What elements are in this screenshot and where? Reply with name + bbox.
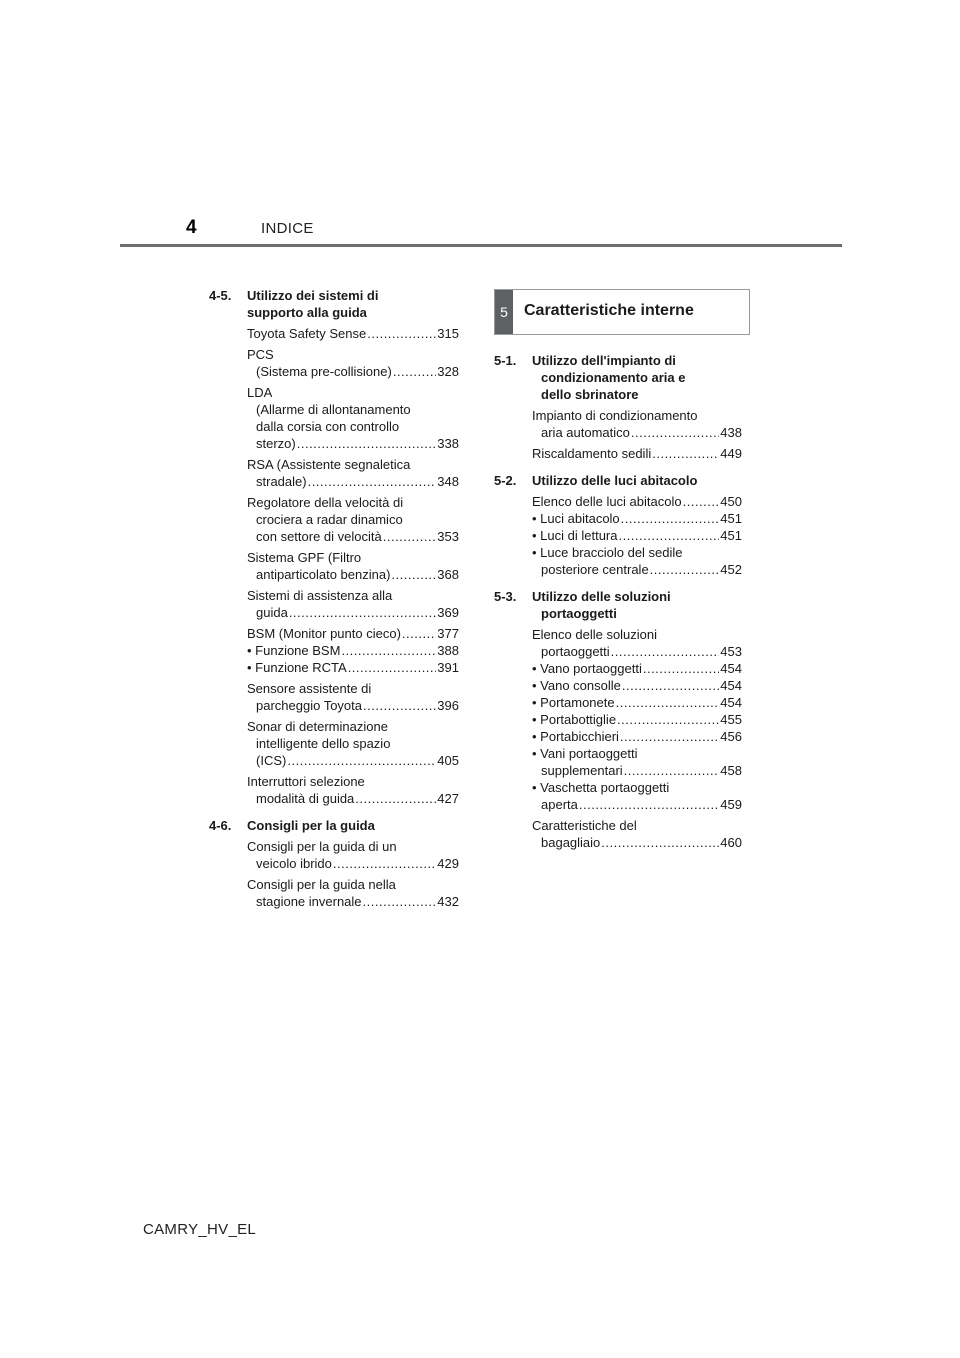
page-ref: 432 bbox=[437, 894, 459, 909]
chapter-title: Caratteristiche interne bbox=[524, 302, 694, 319]
toc-entry[interactable]: Impianto di condizionamento aria automatico ..... 438 bbox=[532, 407, 742, 441]
toc-entry[interactable]: Sonar di determinazione intelligente dello spazio (ICS) ..... 405 bbox=[247, 718, 459, 769]
page-title: INDICE bbox=[261, 220, 314, 237]
toc-subentry[interactable]: • Funzione BSM ..... 388 bbox=[247, 642, 459, 659]
toc-entry[interactable]: Consigli per la guida nella stagione invernale ..... 432 bbox=[247, 876, 459, 910]
toc-entry[interactable]: Riscaldamento sedili ..... 449 bbox=[532, 445, 742, 462]
toc-section-4-5[interactable] bbox=[209, 287, 459, 321]
toc-subentry[interactable]: • Portabottiglie ..... 455 bbox=[532, 711, 742, 728]
toc-entry[interactable]: Elenco delle luci abitacolo ..... 450 bbox=[532, 493, 742, 510]
page-ref: 338 bbox=[437, 436, 459, 451]
page-ref: 438 bbox=[720, 425, 742, 440]
toc-entry[interactable]: LDA (Allarme di allontanamento dalla corsia con controllo sterzo) ..... 338 bbox=[247, 384, 459, 452]
toc-entry[interactable]: Sensore assistente di parcheggio Toyota ..... 396 bbox=[247, 680, 459, 714]
page-number: 4 bbox=[186, 217, 197, 238]
section-title: Consigli per la guida bbox=[247, 818, 375, 833]
toc-entry[interactable]: RSA (Assistente segnaletica stradale) ..... 348 bbox=[247, 456, 459, 490]
page-ref: 454 bbox=[720, 695, 742, 710]
page-ref: 369 bbox=[437, 605, 459, 620]
page-ref: 459 bbox=[720, 797, 742, 812]
page-ref: 328 bbox=[437, 364, 459, 379]
page-ref: 429 bbox=[437, 856, 459, 871]
page-ref: 315 bbox=[437, 326, 459, 341]
toc-entry[interactable]: Elenco delle soluzioni portaoggetti ..... 453 bbox=[532, 626, 742, 660]
toc-subentry[interactable]: • Funzione RCTA ..... 391 bbox=[247, 659, 459, 676]
section-number: 5-3. bbox=[494, 589, 517, 604]
toc-subentry[interactable]: • Portamonete ..... 454 bbox=[532, 694, 742, 711]
section-title: Utilizzo delle luci abitacolo bbox=[532, 473, 698, 488]
page-ref: 454 bbox=[720, 661, 742, 676]
toc-section-5-3[interactable] bbox=[494, 588, 742, 622]
chapter-number-tab: 5 bbox=[495, 290, 513, 334]
page-ref: 452 bbox=[720, 562, 742, 577]
toc-entry[interactable]: Interruttori selezione modalità di guida ..... 427 bbox=[247, 773, 459, 807]
toc-entry[interactable]: BSM (Monitor punto cieco) ..... 377 bbox=[247, 625, 459, 642]
page-ref: 458 bbox=[720, 763, 742, 778]
section-number: 5-2. bbox=[494, 473, 517, 488]
section-title: Utilizzo dei sistemi di supporto alla guida bbox=[247, 288, 379, 320]
page-ref: 348 bbox=[437, 474, 459, 489]
section-title: Utilizzo dell'impianto di condizionamento aria e dello sbrinatore bbox=[532, 353, 686, 402]
page-ref: 460 bbox=[720, 835, 742, 850]
page-ref: 396 bbox=[437, 698, 459, 713]
section-number: 4-5. bbox=[209, 288, 232, 303]
page-ref: 368 bbox=[437, 567, 459, 582]
toc-entry[interactable]: Toyota Safety Sense ..... 315 bbox=[247, 325, 459, 342]
page-ref: 427 bbox=[437, 791, 459, 806]
toc-subentry[interactable]: • Vano portaoggetti ..... 454 bbox=[532, 660, 742, 677]
page-ref: 453 bbox=[720, 644, 742, 659]
page-ref: 388 bbox=[437, 643, 459, 658]
page-ref: 454 bbox=[720, 678, 742, 693]
page-ref: 377 bbox=[437, 626, 459, 641]
toc-entry[interactable]: Regolatore della velocità di crociera a radar dinamico con settore di velocità ..... 353 bbox=[247, 494, 459, 545]
toc-subentry[interactable]: • Vani portaoggetti supplementari ..... 458 bbox=[532, 745, 742, 779]
page-ref: 353 bbox=[437, 529, 459, 544]
document-code: CAMRY_HV_EL bbox=[143, 1221, 257, 1238]
toc-entry[interactable]: PCS (Sistema pre-collisione) ..... 328 bbox=[247, 346, 459, 380]
page-ref: 449 bbox=[720, 446, 742, 461]
page-ref: 455 bbox=[720, 712, 742, 727]
toc-subentry[interactable]: • Vano consolle ..... 454 bbox=[532, 677, 742, 694]
toc-subentry[interactable]: • Luci di lettura ..... 451 bbox=[532, 527, 742, 544]
section-number: 4-6. bbox=[209, 818, 232, 833]
toc-section-4-6[interactable] bbox=[209, 817, 459, 834]
toc-section-5-1[interactable] bbox=[494, 352, 742, 403]
page-ref: 451 bbox=[720, 528, 742, 543]
toc-section-5-2[interactable] bbox=[494, 472, 742, 489]
page-ref: 405 bbox=[437, 753, 459, 768]
page-ref: 456 bbox=[720, 729, 742, 744]
toc-subentry[interactable]: • Luci abitacolo ..... 451 bbox=[532, 510, 742, 527]
page-ref: 391 bbox=[437, 660, 459, 675]
toc-entry[interactable]: Caratteristiche del bagagliaio ..... 460 bbox=[532, 817, 742, 851]
chapter-heading-box[interactable] bbox=[494, 289, 750, 335]
toc-right-column bbox=[494, 352, 742, 855]
toc-entry[interactable]: Sistemi di assistenza alla guida ..... 369 bbox=[247, 587, 459, 621]
page-ref: 450 bbox=[720, 494, 742, 509]
toc-entry[interactable]: Consigli per la guida di un veicolo ibrido ..... 429 bbox=[247, 838, 459, 872]
toc-subentry[interactable]: • Vaschetta portaoggetti aperta ..... 459 bbox=[532, 779, 742, 813]
toc-left-column bbox=[209, 287, 459, 914]
section-title: Utilizzo delle soluzioni portaoggetti bbox=[532, 589, 671, 621]
section-number: 5-1. bbox=[494, 353, 517, 368]
page-ref: 451 bbox=[720, 511, 742, 526]
toc-entry[interactable]: Sistema GPF (Filtro antiparticolato benzina) ..... 368 bbox=[247, 549, 459, 583]
toc-subentry[interactable]: • Portabicchieri ..... 456 bbox=[532, 728, 742, 745]
header-divider bbox=[120, 244, 842, 247]
toc-subentry[interactable]: • Luce bracciolo del sedile posteriore centrale ..... 452 bbox=[532, 544, 742, 578]
